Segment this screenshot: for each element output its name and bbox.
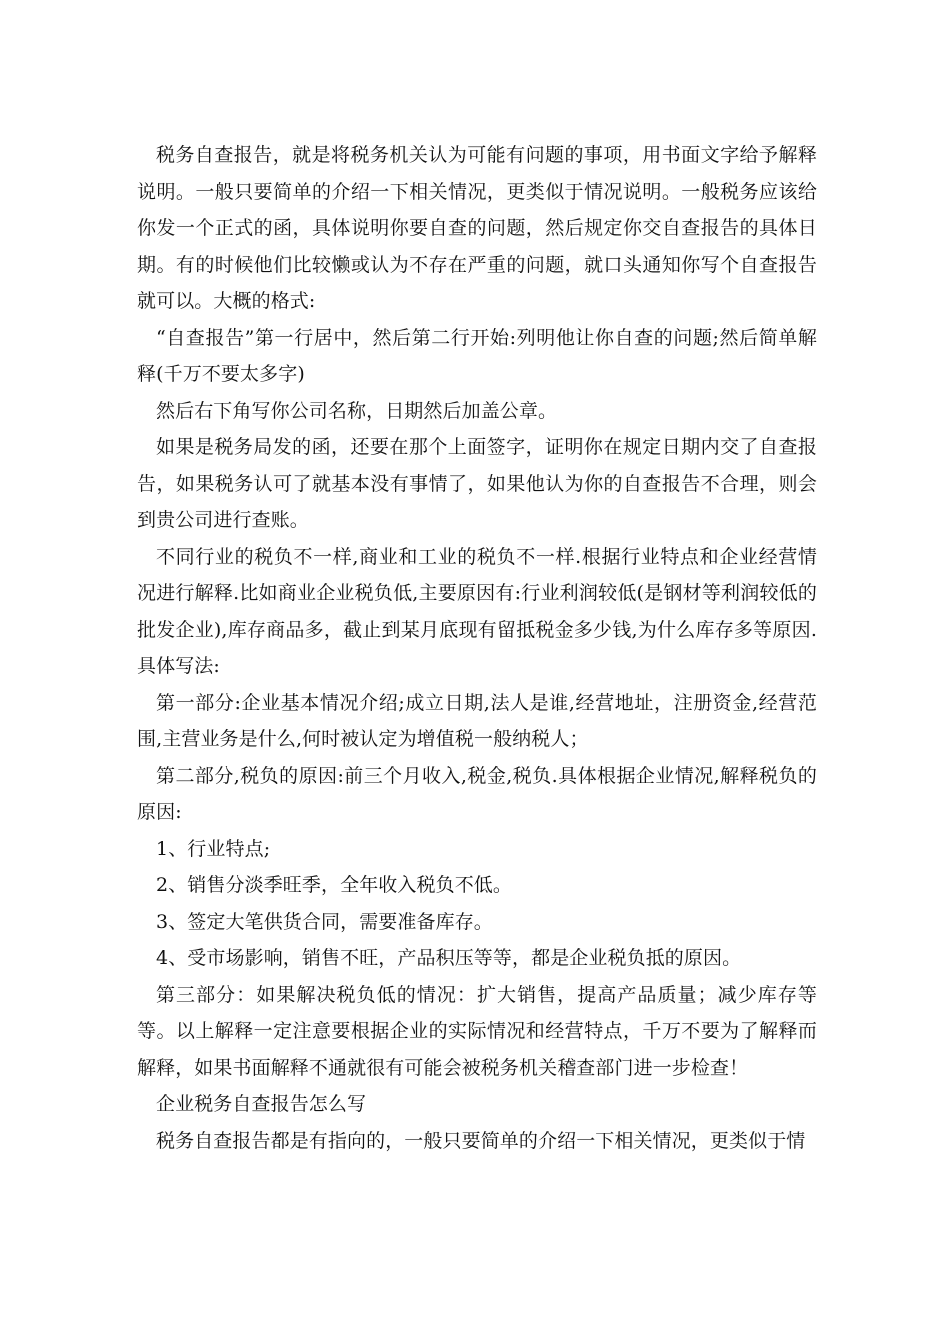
paragraph: 税务自查报告都是有指向的，一般只要简单的介绍一下相关情况，更类似于情 (156, 1129, 806, 1152)
paragraph: 第一部分:企业基本情况介绍;成立日期,法人是谁,经营地址，注册资金,经营范围,主营业务是什么,何时被认定为增值税一般纳税人； (137, 691, 817, 750)
list-item: 2、销售分淡季旺季，全年收入税负不低。 (156, 874, 512, 896)
document-body (137, 137, 817, 1159)
paragraph: 第二部分,税负的原因:前三个月收入,税金,税负.具体根据企业情况,解释税负的原因: (137, 764, 817, 823)
list-item: 3、签定大笔供货合同，需要准备库存。 (156, 910, 493, 933)
list-item: 4、受市场影响，销售不旺，产品积压等等，都是企业税负抵的原因。 (156, 947, 742, 969)
paragraph: 第三部分：如果解决税负低的情况：扩大销售，提高产品质量；减少库存等等。以上解释一定注意要根据企业的实际情况和经营特点，千万不要为了解释而解释，如果书面解释不通就很有可能会被税务机关稽查部门进一步检查！ (137, 983, 817, 1079)
paragraph: “自查报告”第一行居中，然后第二行开始:列明他让你自查的问题;然后简单解释(千万不要太多字) (137, 326, 817, 385)
paragraph: 然后右下角写你公司名称，日期然后加盖公章。 (156, 399, 558, 422)
paragraph: 不同行业的税负不一样,商业和工业的税负不一样.根据行业特点和企业经营情况进行解释.比如商业企业税负低,主要原因有:行业利润较低(是钢材等利润较低的批发企业),库存商品多，截止到某月底现有留抵税金多少钱,为什么库存多等原因.具体写法: (137, 545, 817, 677)
paragraph: 税务自查报告，就是将税务机关认为可能有问题的事项，用书面文字给予解释说明。一般只要简单的介绍一下相关情况，更类似于情况说明。一般税务应该给你发一个正式的函，具体说明你要自查的问题，然后规定你交自查报告的具体日期。有的时候他们比较懒或认为不存在严重的问题，就口头通知你写个自查报告就可以。大概的格式: (137, 144, 817, 312)
paragraph: 如果是税务局发的函，还要在那个上面签字，证明你在规定日期内交了自查报告，如果税务认可了就基本没有事情了，如果他认为你的自查报告不合理，则会到贵公司进行查账。 (137, 436, 817, 531)
list-item: 1、行业特点; (156, 837, 271, 860)
section-heading: 企业税务自查报告怎么写 (156, 1093, 367, 1115)
